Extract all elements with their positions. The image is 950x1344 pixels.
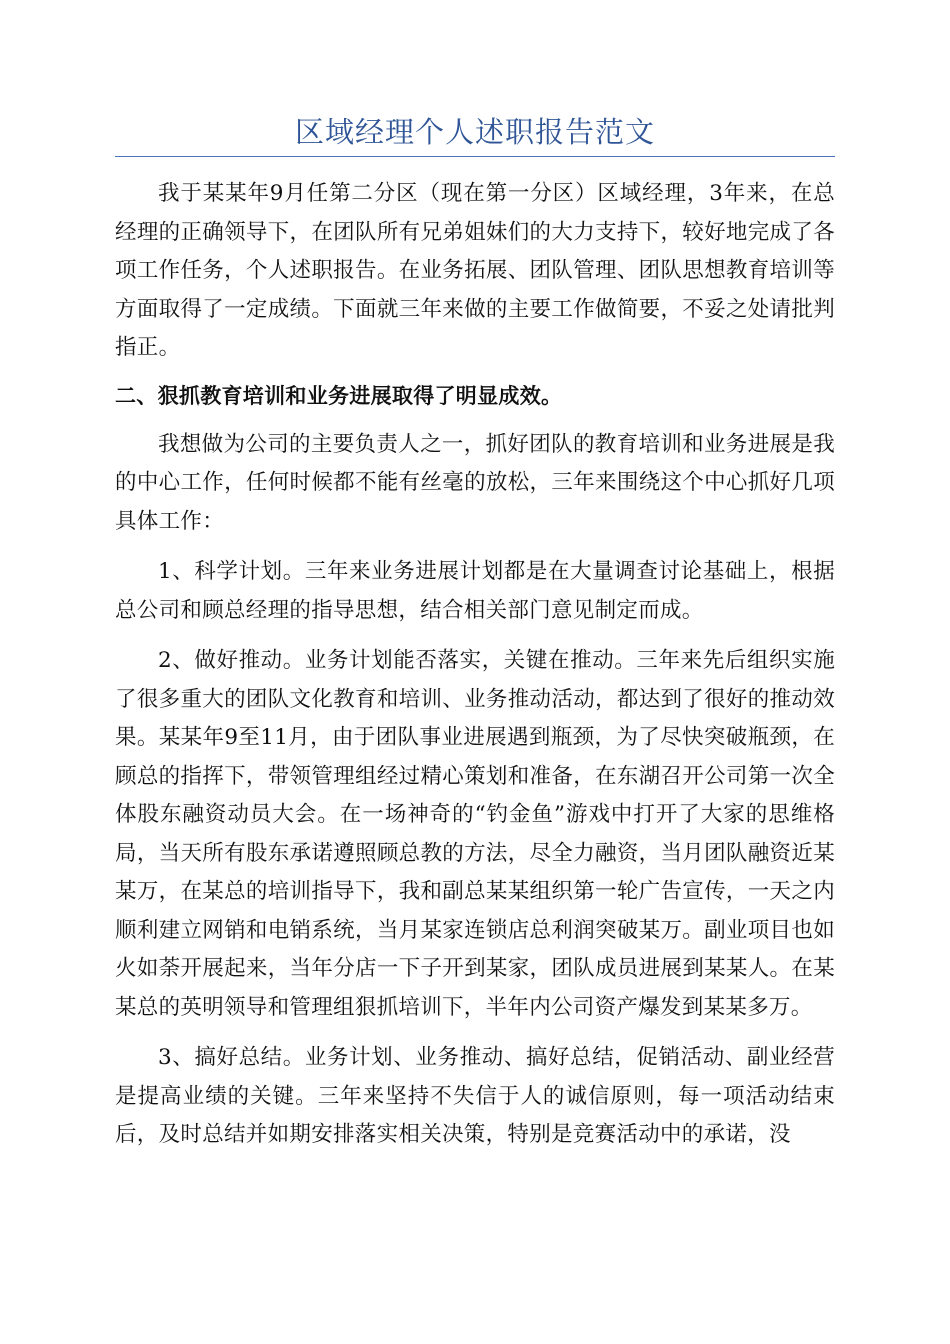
section-heading: 二、狠抓教育培训和业务进展取得了明显成效。: [115, 383, 563, 408]
page-title: 区域经理个人述职报告范文: [294, 115, 655, 149]
section-paragraph-2: 1、科学计划。三年来业务进展计划都是在大量调查讨论基础上，根据总公司和顾总经理的指导思想，结合相关部门意见制定而成。: [115, 559, 835, 623]
document-body: [115, 175, 835, 1155]
section-paragraph-4: 3、搞好总结。业务计划、业务推动、搞好总结，促销活动、副业经营是提高业绩的关键。三年来坚持不失信于人的诚信原则，每一项活动结束后，及时总结并如期安排落实相关决策，特别是竞赛活动中的承诺，没: [115, 1045, 835, 1147]
section-paragraph-3: 2、做好推动。业务计划能否落实，关键在推动。三年来先后组织实施了很多重大的团队文化教育和培训、业务推动活动，都达到了很好的推动效果。某某年9至11月，由于团队事业进展遇到瓶颈，为了尽快突破瓶颈，在顾总的指挥下，带领管理组经过精心策划和准备，在东湖召开公司第一次全体股东融资动员大会。在一场神奇的“钓金鱼”游戏中打开了大家的思维格局，当天所有股东承诺遵照顾总教的方法，尽全力融资，当月团队融资近某某万，在某总的培训指导下，我和副总某某组织第一轮广告宣传，一天之内顺利建立网销和电销系统，当月某家连锁店总利润突破某万。副业项目也如火如荼开展起来，当年分店一下子开到某家，团队成员进展到某某人。在某某总的英明领导和管理组狠抓培训下，半年内公司资产爆发到某某多万。: [115, 648, 835, 1020]
title-underline: [115, 156, 835, 157]
intro-paragraph: 我于某某年9月任第二分区（现在第一分区）区域经理，3年来，在总经理的正确领导下，在团队所有兄弟姐妹们的大力支持下，较好地完成了各项工作任务，个人述职报告。在业务拓展、团队管理、团队思想教育培训等方面取得了一定成绩。下面就三年来做的主要工作做简要，不妥之处请批判指正。: [115, 181, 835, 360]
section-paragraph-1: 我想做为公司的主要负责人之一，抓好团队的教育培训和业务进展是我的中心工作，任何时候都不能有丝毫的放松，三年来围绕这个中心抓好几项具体工作：: [115, 431, 835, 534]
